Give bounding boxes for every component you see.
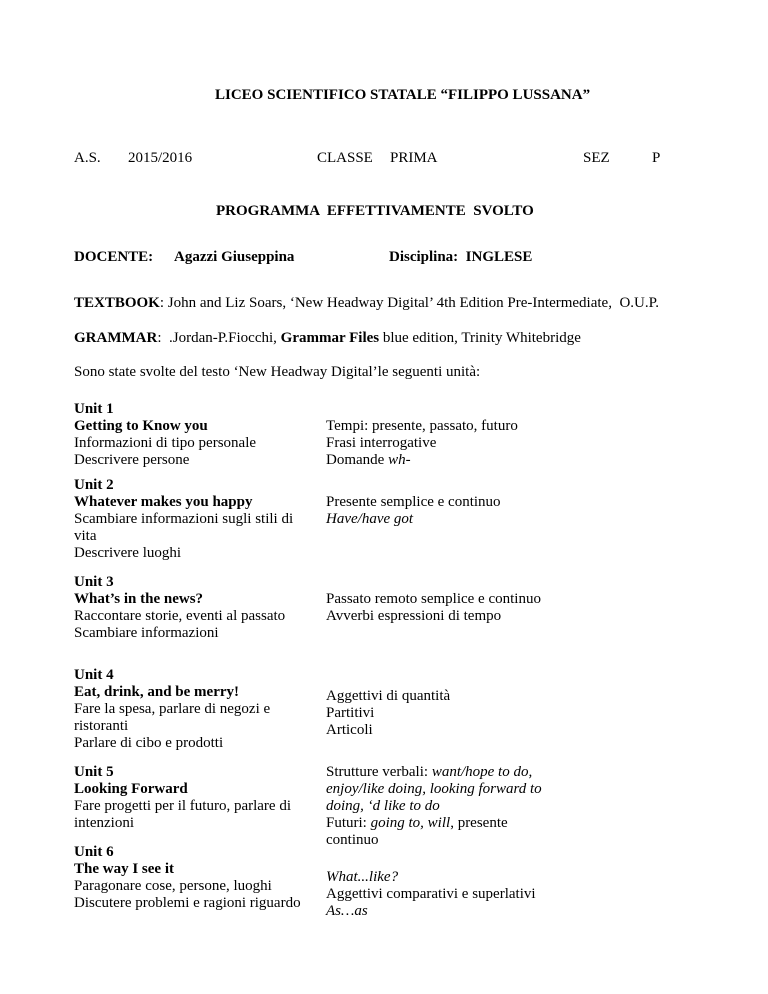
intro-text: Sono state svolte del testo ‘New Headway Digital’le seguenti unità: [74, 364, 481, 380]
unit-number: Unit 1 [74, 401, 114, 417]
unit-topic: Fare la spesa, parlare di negozi e [74, 701, 271, 717]
unit-1-left [74, 401, 256, 469]
unit-number: Unit 5 [74, 764, 114, 780]
unit-number: Unit 3 [74, 574, 114, 590]
unit-number: Unit 6 [74, 844, 114, 860]
unit-5-right [326, 764, 542, 849]
grammar-point: Frasi interrogative [326, 435, 437, 451]
textbook-label: TEXTBOOK [74, 295, 160, 311]
grammar-point: Presente semplice e continuo [326, 494, 501, 510]
grammar-point [326, 452, 518, 469]
grammar-point-italic: As…as [326, 903, 368, 919]
grammar-point: Partitivi [326, 705, 375, 721]
school-title: LICEO SCIENTIFICO STATALE “FILIPPO LUSSANA” [215, 87, 591, 103]
grammar-point-italic: going to, will [370, 815, 451, 831]
classe-label: CLASSE [317, 150, 373, 166]
textbook-text: : John and Liz Soars, ‘New Headway Digital’ 4th Edition Pre-Intermediate, O.U.P. [159, 295, 660, 311]
grammar-point [326, 764, 542, 781]
grammar-line [74, 330, 581, 347]
textbook-line [74, 295, 659, 312]
unit-number: Unit 2 [74, 477, 114, 493]
unit-2-right [326, 494, 501, 528]
unit-topic: ristoranti [74, 718, 129, 734]
unit-2-left [74, 477, 293, 562]
unit-topic: Parlare di cibo e prodotti [74, 735, 224, 751]
docente-label: DOCENTE: [74, 249, 154, 265]
sez-label: SEZ [583, 150, 610, 166]
unit-1-right [326, 418, 518, 469]
grammar-point-italic: wh- [388, 452, 411, 468]
grammar-point-text: Futuri: [326, 815, 371, 831]
grammar-pre: : .Jordan-P.Fiocchi, [157, 330, 281, 346]
unit-title: What’s in the news? [74, 591, 204, 607]
grammar-title: Grammar Files [280, 330, 380, 346]
unit-5-left [74, 764, 291, 832]
unit-3-left [74, 574, 285, 642]
grammar-point: Tempi: presente, passato, futuro [326, 418, 518, 434]
unit-topic: Scambiare informazioni sugli stili di [74, 511, 294, 527]
unit-topic: Descrivere persone [74, 452, 190, 468]
unit-4-right [326, 688, 450, 739]
unit-title: Getting to Know you [74, 418, 208, 434]
sez-value: P [652, 150, 661, 166]
unit-title: Eat, drink, and be merry! [74, 684, 239, 700]
unit-topic: vita [74, 528, 97, 544]
docente-value: Agazzi Giuseppina [174, 249, 295, 265]
unit-title: Looking Forward [74, 781, 188, 797]
as-label: A.S. [74, 150, 101, 166]
grammar-point: Avverbi espressioni di tempo [326, 608, 502, 624]
disciplina: Disciplina: INGLESE [389, 249, 533, 265]
unit-topic: Scambiare informazioni [74, 625, 219, 641]
grammar-point: Aggettivi comparativi e superlativi [326, 886, 536, 902]
unit-topic: Raccontare storie, eventi al passato [74, 608, 286, 624]
grammar-label: GRAMMAR [74, 330, 158, 346]
grammar-point-italic: doing, ‘d like to do [326, 798, 440, 814]
grammar-point-italic: What...like? [326, 869, 399, 885]
classe-value: PRIMA [390, 150, 438, 166]
unit-title: Whatever makes you happy [74, 494, 253, 510]
grammar-point: continuo [326, 832, 379, 848]
unit-6-left [74, 844, 301, 912]
unit-topic: Discutere problemi e ragioni riguardo [74, 895, 301, 911]
grammar-point-text: Strutture verbali: [326, 764, 432, 780]
unit-topic: Paragonare cose, persone, luoghi [74, 878, 272, 894]
grammar-point-text: Domande [326, 452, 389, 468]
as-value: 2015/2016 [128, 150, 193, 166]
unit-6-right [326, 869, 536, 920]
grammar-point-italic: Have/have got [326, 511, 414, 527]
unit-topic: Descrivere luoghi [74, 545, 182, 561]
grammar-point-text: , presente [450, 815, 508, 831]
grammar-post: blue edition, Trinity Whitebridge [379, 330, 581, 346]
grammar-point: Aggettivi di quantità [326, 688, 451, 704]
grammar-point [326, 815, 542, 832]
unit-4-left [74, 667, 270, 752]
unit-topic: Fare progetti per il futuro, parlare di [74, 798, 292, 814]
grammar-point-italic: enjoy/like doing, looking forward to [326, 781, 542, 797]
unit-title: The way I see it [74, 861, 174, 877]
unit-topic: intenzioni [74, 815, 134, 831]
grammar-point-italic: want/hope to do, [431, 764, 533, 780]
unit-number: Unit 4 [74, 667, 114, 683]
unit-topic: Informazioni di tipo personale [74, 435, 257, 451]
programma-heading: PROGRAMMA EFFETTIVAMENTE SVOLTO [216, 203, 534, 219]
grammar-point: Articoli [326, 722, 373, 738]
unit-3-right [326, 591, 541, 625]
grammar-point: Passato remoto semplice e continuo [326, 591, 541, 607]
